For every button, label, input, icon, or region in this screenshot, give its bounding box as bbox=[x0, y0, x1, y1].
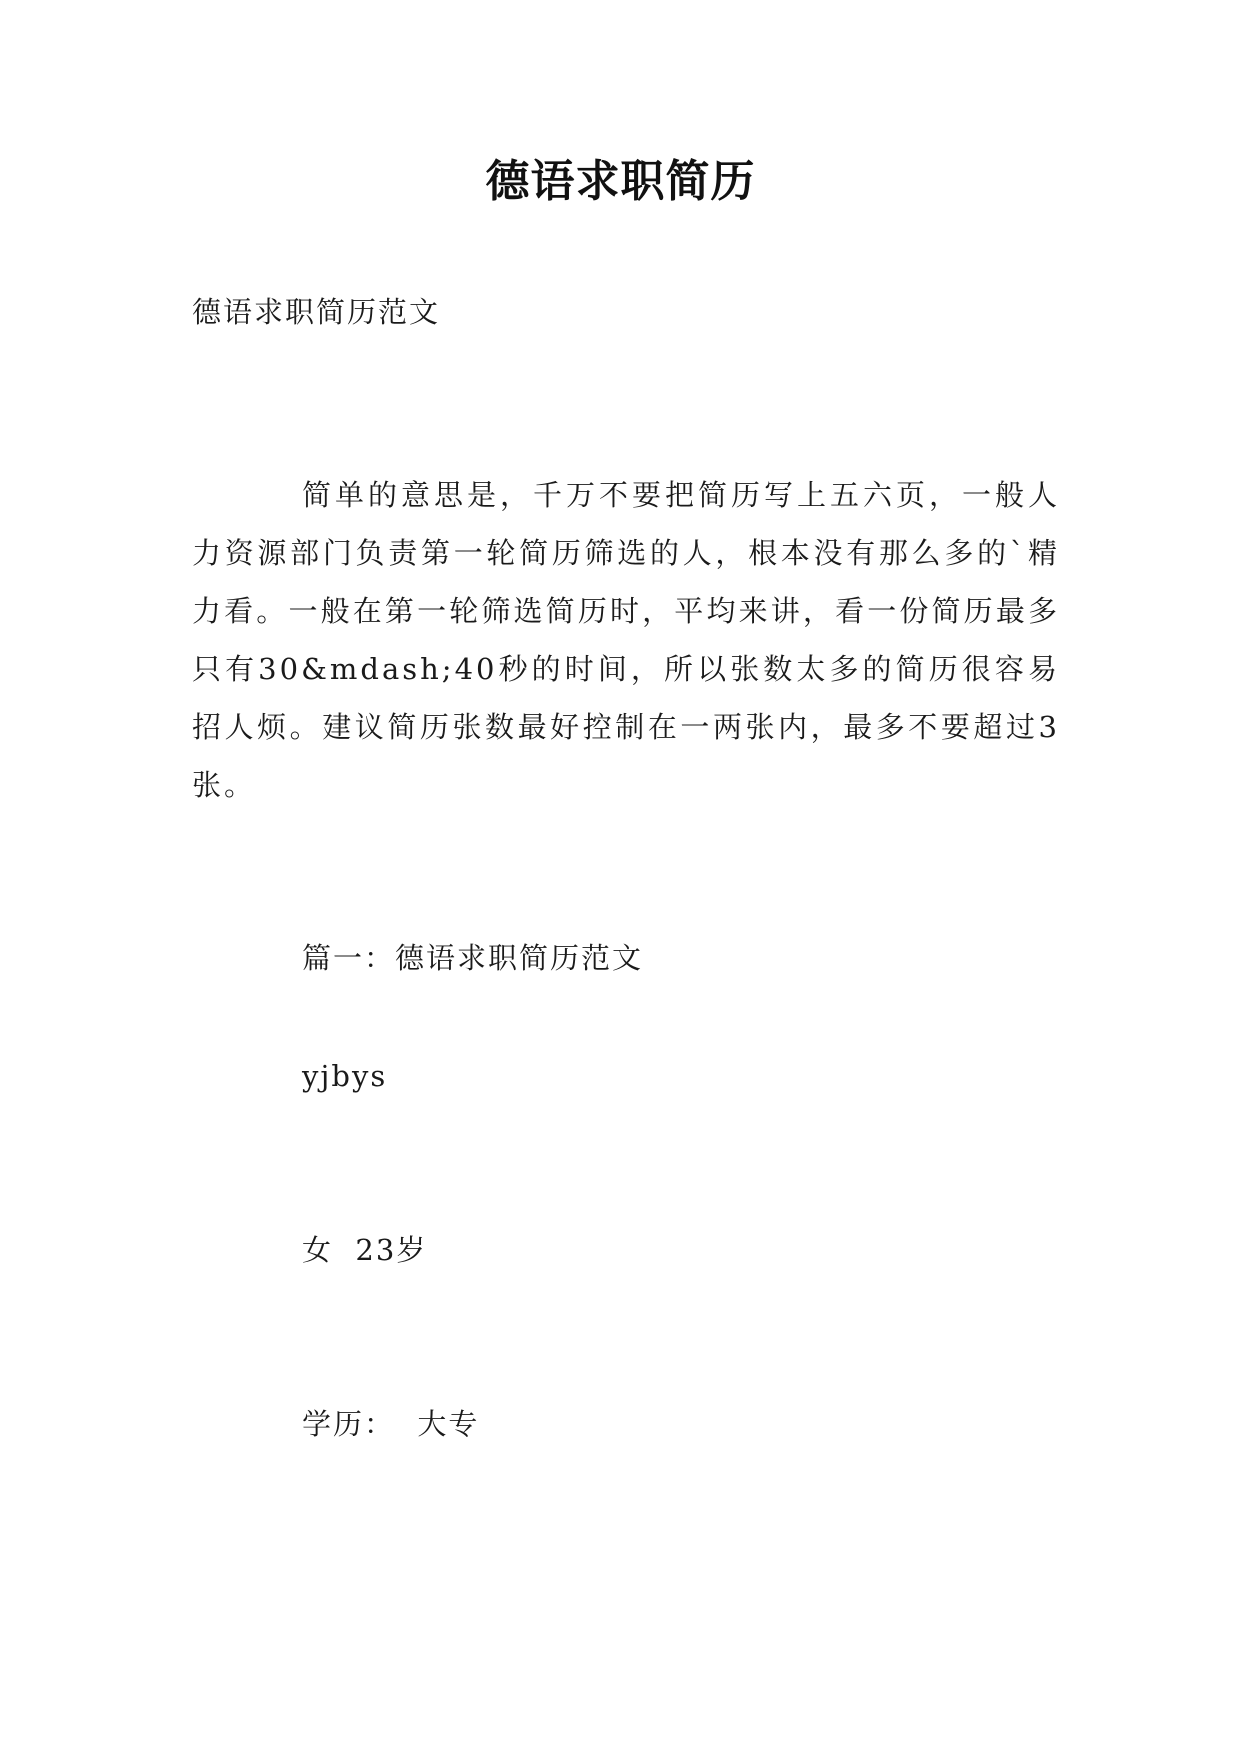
document-title: 德语求职简历 bbox=[485, 156, 756, 207]
gender-age: 女 23岁 bbox=[302, 1233, 428, 1267]
document-subtitle: 德语求职简历范文 bbox=[192, 295, 441, 329]
section-heading: 篇一：德语求职简历范文 bbox=[302, 941, 644, 975]
intro-paragraph: 简单的意思是，千万不要把简历写上五六页，一般人力资源部门负责第一轮简历筛选的人，根本没有那么多的`精力看。一般在第一轮筛选简历时，平均来讲，看一份简历最多只有30&mdash;40秒的时间，所以张数太多的简历很容易招人烦。建议简历张数最好控制在一两张内，最多不要超过3张。 bbox=[192, 478, 1060, 802]
education: 学历： 大专 bbox=[302, 1407, 480, 1441]
applicant-name: yjbys bbox=[302, 1059, 388, 1093]
